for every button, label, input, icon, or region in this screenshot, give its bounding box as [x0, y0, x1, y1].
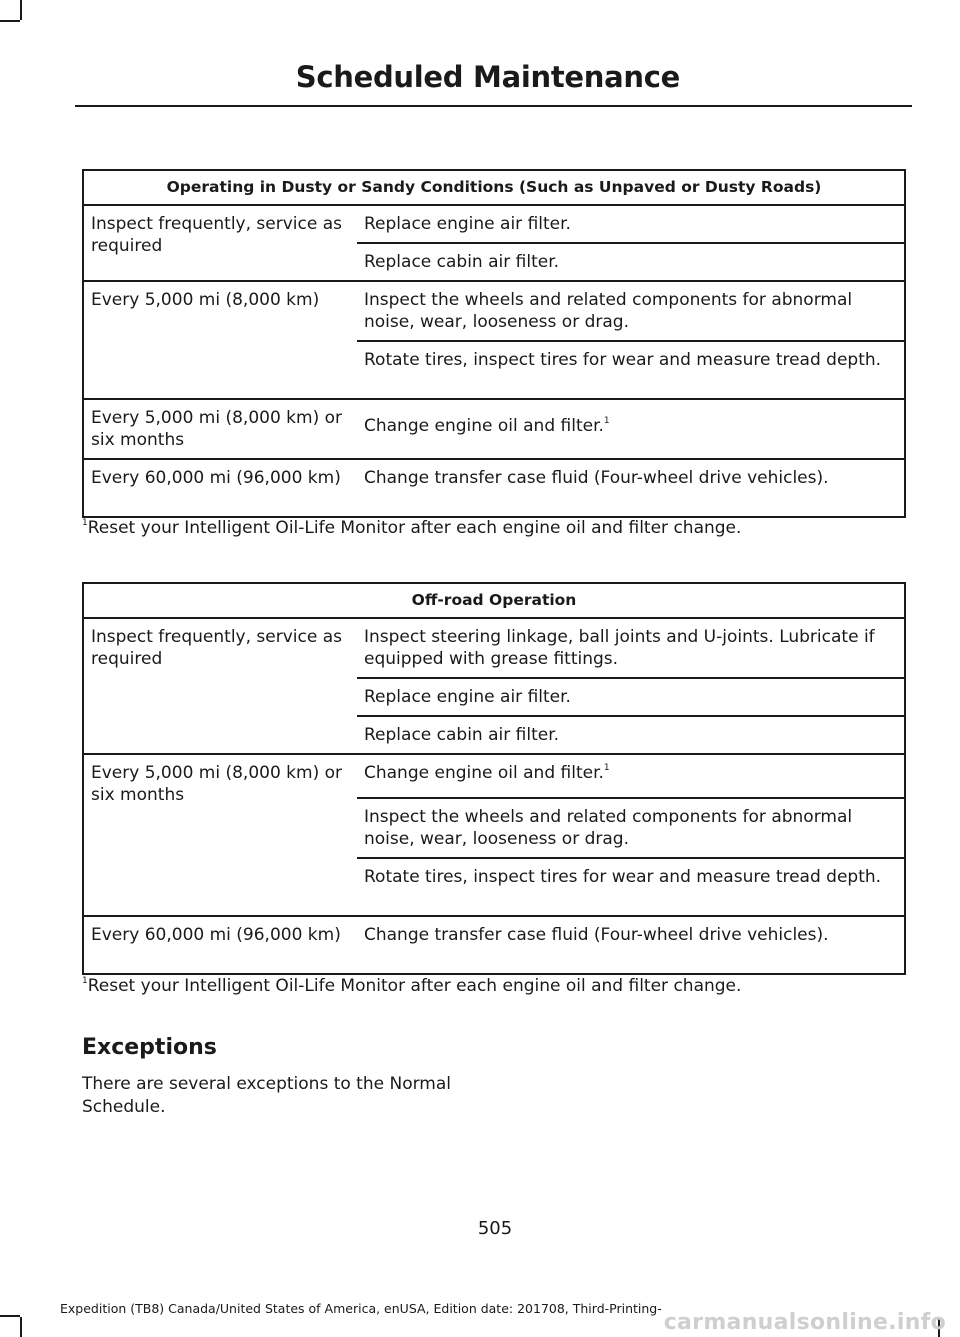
interval-cell: Every 60,000 mi (96,000 km): [83, 459, 357, 517]
action-cell: Replace cabin air filter.: [357, 716, 905, 754]
dusty-conditions-table: [82, 169, 906, 518]
crop-mark: [0, 1315, 20, 1317]
action-cell: [357, 399, 905, 459]
interval-cell: Every 5,000 mi (8,000 km) or six months: [83, 754, 357, 916]
action-text: Change engine oil and filter.: [364, 416, 604, 436]
footnote-marker: 1: [603, 416, 610, 426]
footnote-marker: 1: [82, 976, 88, 986]
section-body: There are several exceptions to the Normal Schedule.: [82, 1074, 451, 1117]
action-cell: Change transfer case fluid (Four-wheel drive vehicles).: [357, 459, 905, 517]
action-cell: Rotate tires, inspect tires for wear and measure tread depth.: [357, 341, 905, 399]
action-cell: Replace engine air filter.: [357, 678, 905, 716]
crop-mark: [20, 0, 22, 20]
off-road-table: [82, 582, 906, 975]
crop-mark: [0, 20, 20, 22]
interval-cell: Every 5,000 mi (8,000 km): [83, 281, 357, 399]
page-number: 505: [477, 1218, 513, 1239]
interval-cell: Inspect frequently, service as required: [83, 205, 357, 281]
interval-cell: Every 60,000 mi (96,000 km): [83, 916, 357, 974]
action-cell: [357, 754, 905, 798]
action-cell: Inspect steering linkage, ball joints and U-joints. Lubricate if equipped with grease fittings.: [357, 618, 905, 678]
page-title: Scheduled Maintenance: [295, 60, 680, 94]
footnote-marker: 1: [82, 518, 88, 528]
crop-mark: [20, 1317, 22, 1337]
edition-line: Expedition (TB8) Canada/United States of America, enUSA, Edition date: 201708, Third-Printing-: [60, 1301, 662, 1316]
action-cell: Inspect the wheels and related components for abnormal noise, wear, looseness or drag.: [357, 798, 905, 858]
table-caption: Off-road Operation: [83, 583, 905, 618]
interval-cell: Every 5,000 mi (8,000 km) or six months: [83, 399, 357, 459]
watermark: carmanualsonline.info: [663, 1310, 946, 1335]
action-text: Change engine oil and filter.: [364, 763, 604, 783]
footnote: [82, 518, 741, 538]
footnote: [82, 976, 741, 996]
table-caption: Operating in Dusty or Sandy Conditions (Such as Unpaved or Dusty Roads): [83, 170, 905, 205]
action-cell: Inspect the wheels and related components for abnormal noise, wear, looseness or drag.: [357, 281, 905, 341]
action-cell: Replace engine air filter.: [357, 205, 905, 243]
footnote-text: Reset your Intelligent Oil-Life Monitor after each engine oil and filter change.: [87, 976, 742, 996]
footnote-marker: 1: [603, 763, 610, 773]
footnote-text: Reset your Intelligent Oil-Life Monitor after each engine oil and filter change.: [87, 518, 742, 538]
interval-cell: Inspect frequently, service as required: [83, 618, 357, 754]
action-cell: Change transfer case fluid (Four-wheel drive vehicles).: [357, 916, 905, 974]
title-divider: [75, 105, 912, 107]
section-heading: Exceptions: [82, 1035, 217, 1060]
action-cell: Replace cabin air filter.: [357, 243, 905, 281]
action-cell: Rotate tires, inspect tires for wear and measure tread depth.: [357, 858, 905, 916]
